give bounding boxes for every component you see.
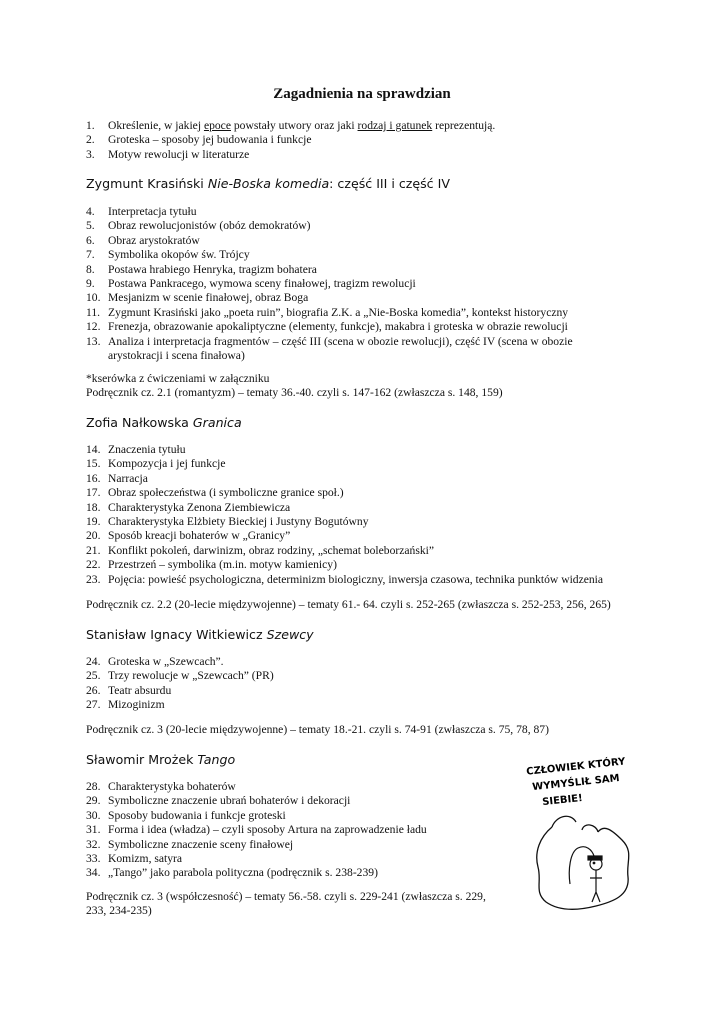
item-number: 12. (86, 320, 101, 334)
item-number: 1. (86, 119, 95, 132)
list-item (86, 306, 628, 320)
list-item (86, 684, 274, 698)
item-text: Charakterystyka Zenona Ziembiewicza (108, 500, 291, 514)
item-number: 19. (86, 515, 101, 529)
doodle-caption-line2: WYMYŚLIŁ SAM (531, 773, 621, 794)
item-number: 26. (86, 683, 101, 697)
item-number: 13. (86, 334, 101, 348)
item-text: Charakterystyka Elżbiety Bieckiej i Justyny Bogutówny (108, 515, 369, 529)
list-item (86, 558, 603, 572)
list-item (86, 219, 628, 233)
item-number: 30. (86, 808, 101, 822)
item-number: 8. (86, 262, 95, 276)
list-item (86, 119, 495, 133)
list-item (86, 809, 427, 823)
list-item (86, 148, 495, 162)
item-text: Obraz społeczeństwa (i symboliczne granice społ.) (108, 486, 344, 500)
list-item (86, 486, 603, 500)
item-number: 20. (86, 529, 101, 543)
item-text: Postawa hrabiego Henryka, tragizm bohatera (108, 262, 317, 276)
item-text: Zygmunt Krasiński jako „poeta ruin”, biografia Z.K. a „Nie-Boska komedia”, kontekst historyczny (108, 305, 569, 319)
item-text: powstały utwory oraz jaki (230, 119, 358, 132)
item-text: „Tango” jako parabola polityczna (podręcznik s. 238-239) (108, 866, 378, 880)
item-number: 24. (86, 655, 101, 668)
item-text: Frenezja, obrazowanie apokaliptyczne (elementy, funkcje), makabra i groteska w obrazie rewolucji (108, 320, 568, 334)
bubble-outline (537, 816, 629, 909)
item-text: Interpretacja tytułu (108, 205, 197, 218)
page-title: Zagadnienia na sprawdzian (273, 86, 451, 102)
item-text: Konflikt pokoleń, darwinizm, obraz rodziny, „schemat boleborzański” (108, 543, 435, 557)
item-number: 11. (86, 305, 101, 319)
list-item (86, 443, 603, 457)
item-number: 22. (86, 558, 101, 572)
author-name: Zofia Nałkowska (86, 415, 189, 430)
item-number: 3. (86, 147, 95, 161)
item-text: Określenie, w jakiej (108, 119, 204, 132)
item-number: 9. (86, 277, 95, 291)
list-item (86, 852, 427, 866)
doodle-caption-line1: CZŁOWIEK KTÓRY (525, 756, 626, 778)
item-text: Mesjanizm w scenie finałowej, obraz Boga (108, 291, 309, 305)
item-text: Sposób kreacji bohaterów w „Granicy” (108, 529, 291, 543)
textbook-reference: Podręcznik cz. 2.1 (romantyzm) – tematy 36.-40. czyli s. 147-162 (zwłaszcza s. 148, 159) (86, 386, 503, 399)
author-name: Stanisław Ignacy Witkiewicz (86, 627, 263, 642)
section-heading (86, 752, 235, 767)
item-text: Postawa Pankracego, wymowa sceny finałowej, tragizm rewolucji (108, 277, 416, 291)
author-name: Sławomir Mrożek (86, 752, 194, 767)
list-item (86, 698, 274, 712)
underlined-term-rodzaj: rodzaj i gatunek (357, 119, 433, 132)
item-number: 17. (86, 486, 101, 500)
list-item (86, 320, 628, 334)
section-list (86, 780, 427, 881)
intro-list (86, 119, 495, 162)
author-name: Zygmunt Krasiński (86, 176, 204, 191)
item-number: 10. (86, 291, 101, 305)
item-text: Motyw rewolucji w literaturze (108, 147, 250, 161)
item-text: Groteska – sposoby jej budowania i funkcje (108, 133, 312, 147)
item-text: Obraz arystokratów (108, 233, 200, 247)
item-text: Groteska w „Szewcach”. (108, 655, 224, 668)
work-title: Granica (192, 415, 242, 430)
item-number: 32. (86, 837, 101, 851)
item-text: Komizm, satyra (108, 852, 183, 866)
item-number: 7. (86, 248, 95, 262)
heading-suffix: : część III i część IV (329, 176, 450, 191)
item-text: Teatr absurdu (108, 683, 172, 697)
item-number: 2. (86, 133, 95, 147)
item-number: 21. (86, 543, 101, 557)
item-number: 33. (86, 852, 101, 866)
section-list (86, 655, 274, 713)
list-item (86, 472, 603, 486)
work-title: Nie-Boska komedia (207, 176, 330, 191)
list-item (86, 655, 274, 669)
item-text: Analiza i interpretacja fragmentów – część III (scena w obozie rewolucji), część IV (scena w obozie arystokracji i scena finałowa) (108, 334, 573, 363)
list-item (86, 529, 603, 543)
list-item (86, 866, 427, 880)
list-item (86, 277, 628, 291)
list-item (86, 780, 427, 794)
work-title: Tango (197, 752, 236, 767)
textbook-reference: Podręcznik cz. 3 (współczesność) – tematy 56.-58. czyli s. 229-241 (zwłaszcza s. 229, 233, 234-235) (86, 890, 486, 918)
note-text: *kserówka z ćwiczeniami w załączniku (86, 372, 270, 385)
item-number: 15. (86, 457, 101, 471)
section-list (86, 205, 628, 363)
item-text: Obraz rewolucjonistów (obóz demokratów) (108, 219, 311, 233)
item-text: Symbolika okopów św. Trójcy (108, 248, 250, 262)
list-item (86, 133, 495, 147)
item-number: 5. (86, 219, 95, 233)
list-item (86, 335, 628, 364)
item-number: 23. (86, 572, 101, 586)
list-item (86, 669, 274, 683)
list-item (86, 794, 427, 808)
item-text: Charakterystyka bohaterów (108, 780, 236, 793)
item-text: Forma i idea (władza) – czyli sposoby Artura na zaprowadzenie ładu (108, 823, 427, 837)
item-text: Kompozycja i jej funkcje (108, 457, 226, 471)
item-text: Mizoginizm (108, 698, 165, 712)
list-item (86, 291, 628, 305)
item-text: Znaczenia tytułu (108, 443, 186, 456)
list-item (86, 248, 628, 262)
list-item (86, 234, 628, 248)
item-text: Przestrzeń – symbolika (m.in. motyw kamienicy) (108, 558, 337, 572)
item-number: 16. (86, 471, 101, 485)
item-text: Narracja (108, 471, 148, 485)
list-item (86, 263, 628, 277)
item-number: 31. (86, 823, 101, 837)
section-heading (86, 627, 314, 642)
item-text: Symboliczne znaczenie ubrań bohaterów i dekoracji (108, 794, 351, 808)
item-number: 25. (86, 669, 101, 683)
item-text: Sposoby budowania i funkcje groteski (108, 808, 286, 822)
doodle-caption-line3: SIEBIE! (541, 792, 584, 809)
section-list (86, 443, 603, 587)
underlined-term-epoka: epoce (203, 119, 231, 132)
item-number: 29. (86, 794, 101, 808)
work-title: Szewcy (266, 627, 314, 642)
list-item (86, 457, 603, 471)
item-number: 34. (86, 866, 101, 880)
list-item (86, 544, 603, 558)
item-text: reprezentują. (432, 119, 496, 132)
item-number: 28. (86, 780, 101, 793)
doodle-illustration (512, 752, 642, 922)
item-text: Symboliczne znaczenie sceny finałowej (108, 837, 294, 851)
item-number: 4. (86, 205, 95, 218)
item-text: Pojęcia: powieść psychologiczna, determinizm biologiczny, inwersja czasowa, technika punktów widzenia (108, 572, 604, 586)
list-item (86, 501, 603, 515)
textbook-reference: Podręcznik cz. 2.2 (20-lecie międzywojenne) – tematy 61.- 64. czyli s. 252-265 (zwłaszcza s. 252-253, 256, 265) (86, 598, 611, 611)
list-item (86, 573, 603, 587)
list-item (86, 515, 603, 529)
section-heading (86, 176, 450, 191)
list-item (86, 838, 427, 852)
list-item (86, 205, 628, 219)
item-number: 18. (86, 500, 101, 514)
item-number: 6. (86, 233, 95, 247)
item-text: Trzy rewolucje w „Szewcach” (PR) (108, 669, 274, 683)
person-icon (569, 847, 602, 902)
list-item (86, 823, 427, 837)
item-number: 14. (86, 443, 101, 456)
section-heading (86, 415, 242, 430)
textbook-reference: Podręcznik cz. 3 (20-lecie międzywojenne) – tematy 18.-21. czyli s. 74-91 (zwłaszcza s. 75, 78, 87) (86, 723, 549, 736)
item-number: 27. (86, 698, 101, 712)
